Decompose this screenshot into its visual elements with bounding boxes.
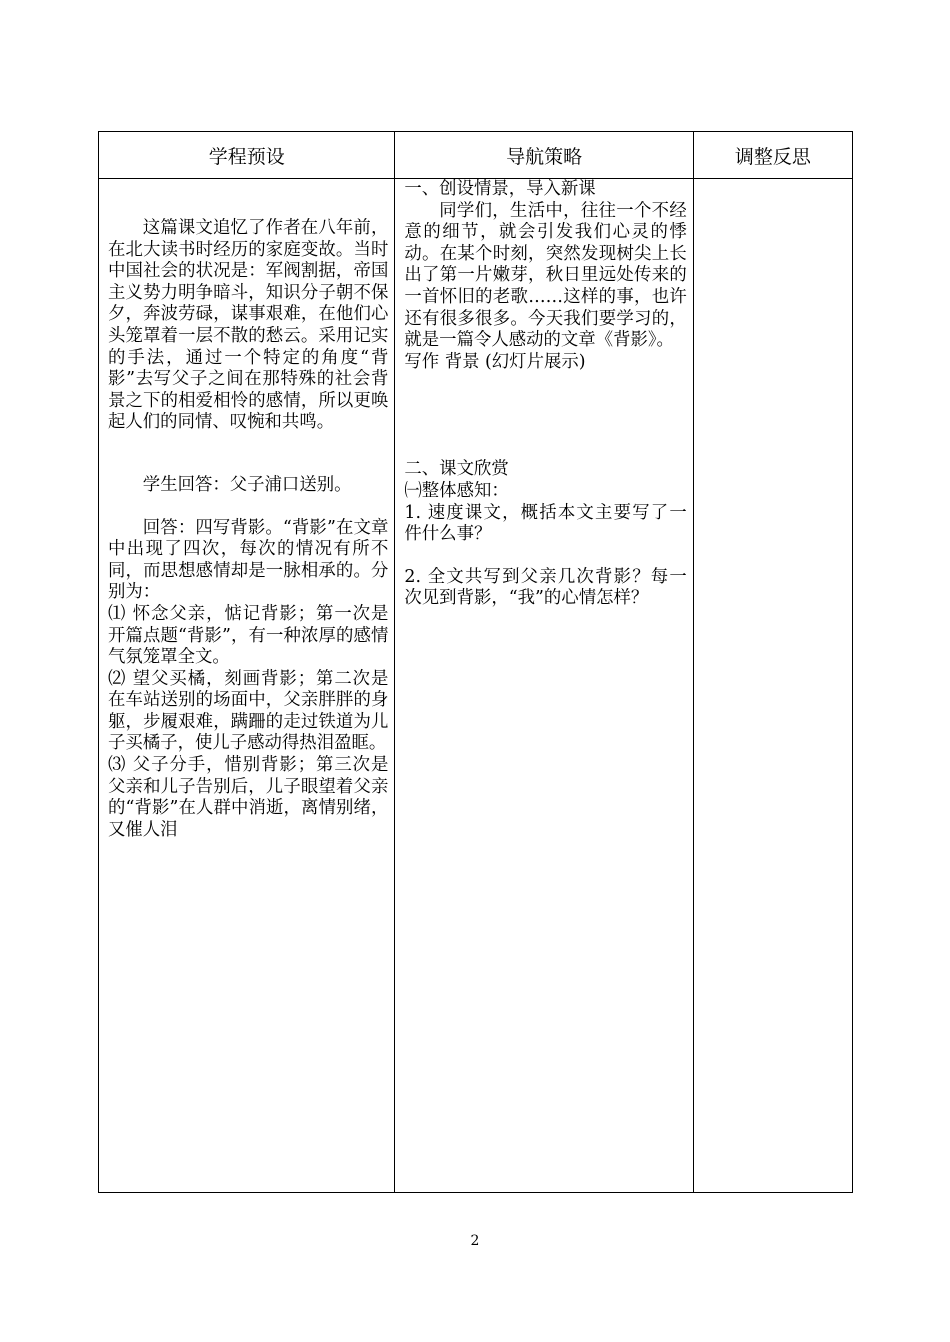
table-header-row bbox=[99, 132, 853, 179]
intro-paragraph: 同学们，生活中，往往一个不经意的细节，就会引发我们心灵的悸动。在某个时刻，突然发现树尖上长出了第一片嫩芽，秋日里远处传来的一首怀旧的老歌……这样的事，也许还有很多很多。今天我们要学习的，就是一篇令人感动的文章《背影》。 bbox=[404, 200, 687, 351]
section-heading: 二、课文欣赏 bbox=[404, 459, 509, 480]
table-body-row bbox=[99, 179, 853, 1193]
cell-reflection bbox=[693, 179, 852, 1193]
list-item: ⑵ 望父买橘，刻画背影；第二次是在车站送别的场面中，父亲胖胖的身躯，步履艰难，蹒跚的走过铁道为儿子买橘子，使儿子感动得热泪盈眶。 bbox=[108, 668, 389, 754]
header-navigation-strategy: 导航策略 bbox=[395, 132, 693, 179]
header-reflection: 调整反思 bbox=[693, 132, 852, 179]
background-paragraph: 这篇课文追忆了作者在八年前，在北大读书时经历的家庭变故。当时中国社会的状况是：军阀割据，帝国主义势力明争暗斗，知识分子朝不保夕，奔波劳碌，谋事艰难，在他们心头笼罩着一层不散的愁云。采用记实的手法，通过一个特定的角度“背影”去写父子之间在那特殊的社会背景之下的相爱相怜的感情，所以更唤起人们的同情、叹惋和共鸣。 bbox=[108, 218, 389, 433]
question-item: 2. 全文共写到父亲几次背影？每一次见到背影，“我”的心情怎样？ bbox=[404, 566, 687, 609]
lesson-plan-table bbox=[98, 131, 853, 1193]
cell-learning-plan bbox=[99, 179, 395, 1193]
header-learning-plan: 学程预设 bbox=[99, 132, 395, 179]
background-note: 写作 背景 (幻灯片展示) bbox=[404, 351, 586, 372]
question-item: 1. 速度课文，概括本文主要写了一件什么事？ bbox=[404, 502, 687, 545]
list-item: ⑴ 怀念父亲，惦记背影；第一次是开篇点题“背影”，有一种浓厚的感情气氛笼罩全文。 bbox=[108, 603, 389, 668]
list-item: ⑶ 父子分手，惜别背影；第三次是父亲和儿子告别后，儿子眼望着父亲的“背影”在人群中消逝，离情别绪，又催人泪 bbox=[108, 755, 389, 840]
subsection-heading: ㈠整体感知： bbox=[404, 480, 509, 501]
section-heading: 一、创设情景，导入新课 bbox=[404, 179, 596, 199]
page-number: 2 bbox=[470, 1233, 480, 1249]
student-answer-paragraph: 学生回答：父子浦口送别。 bbox=[142, 474, 352, 495]
answer-four-backs-paragraph: 回答：四写背影。“背影”在文章中出现了四次，每次的情况有所不同，而思想感情却是一脉相承的。分别为： bbox=[108, 517, 389, 603]
cell-navigation-strategy bbox=[395, 179, 693, 1193]
